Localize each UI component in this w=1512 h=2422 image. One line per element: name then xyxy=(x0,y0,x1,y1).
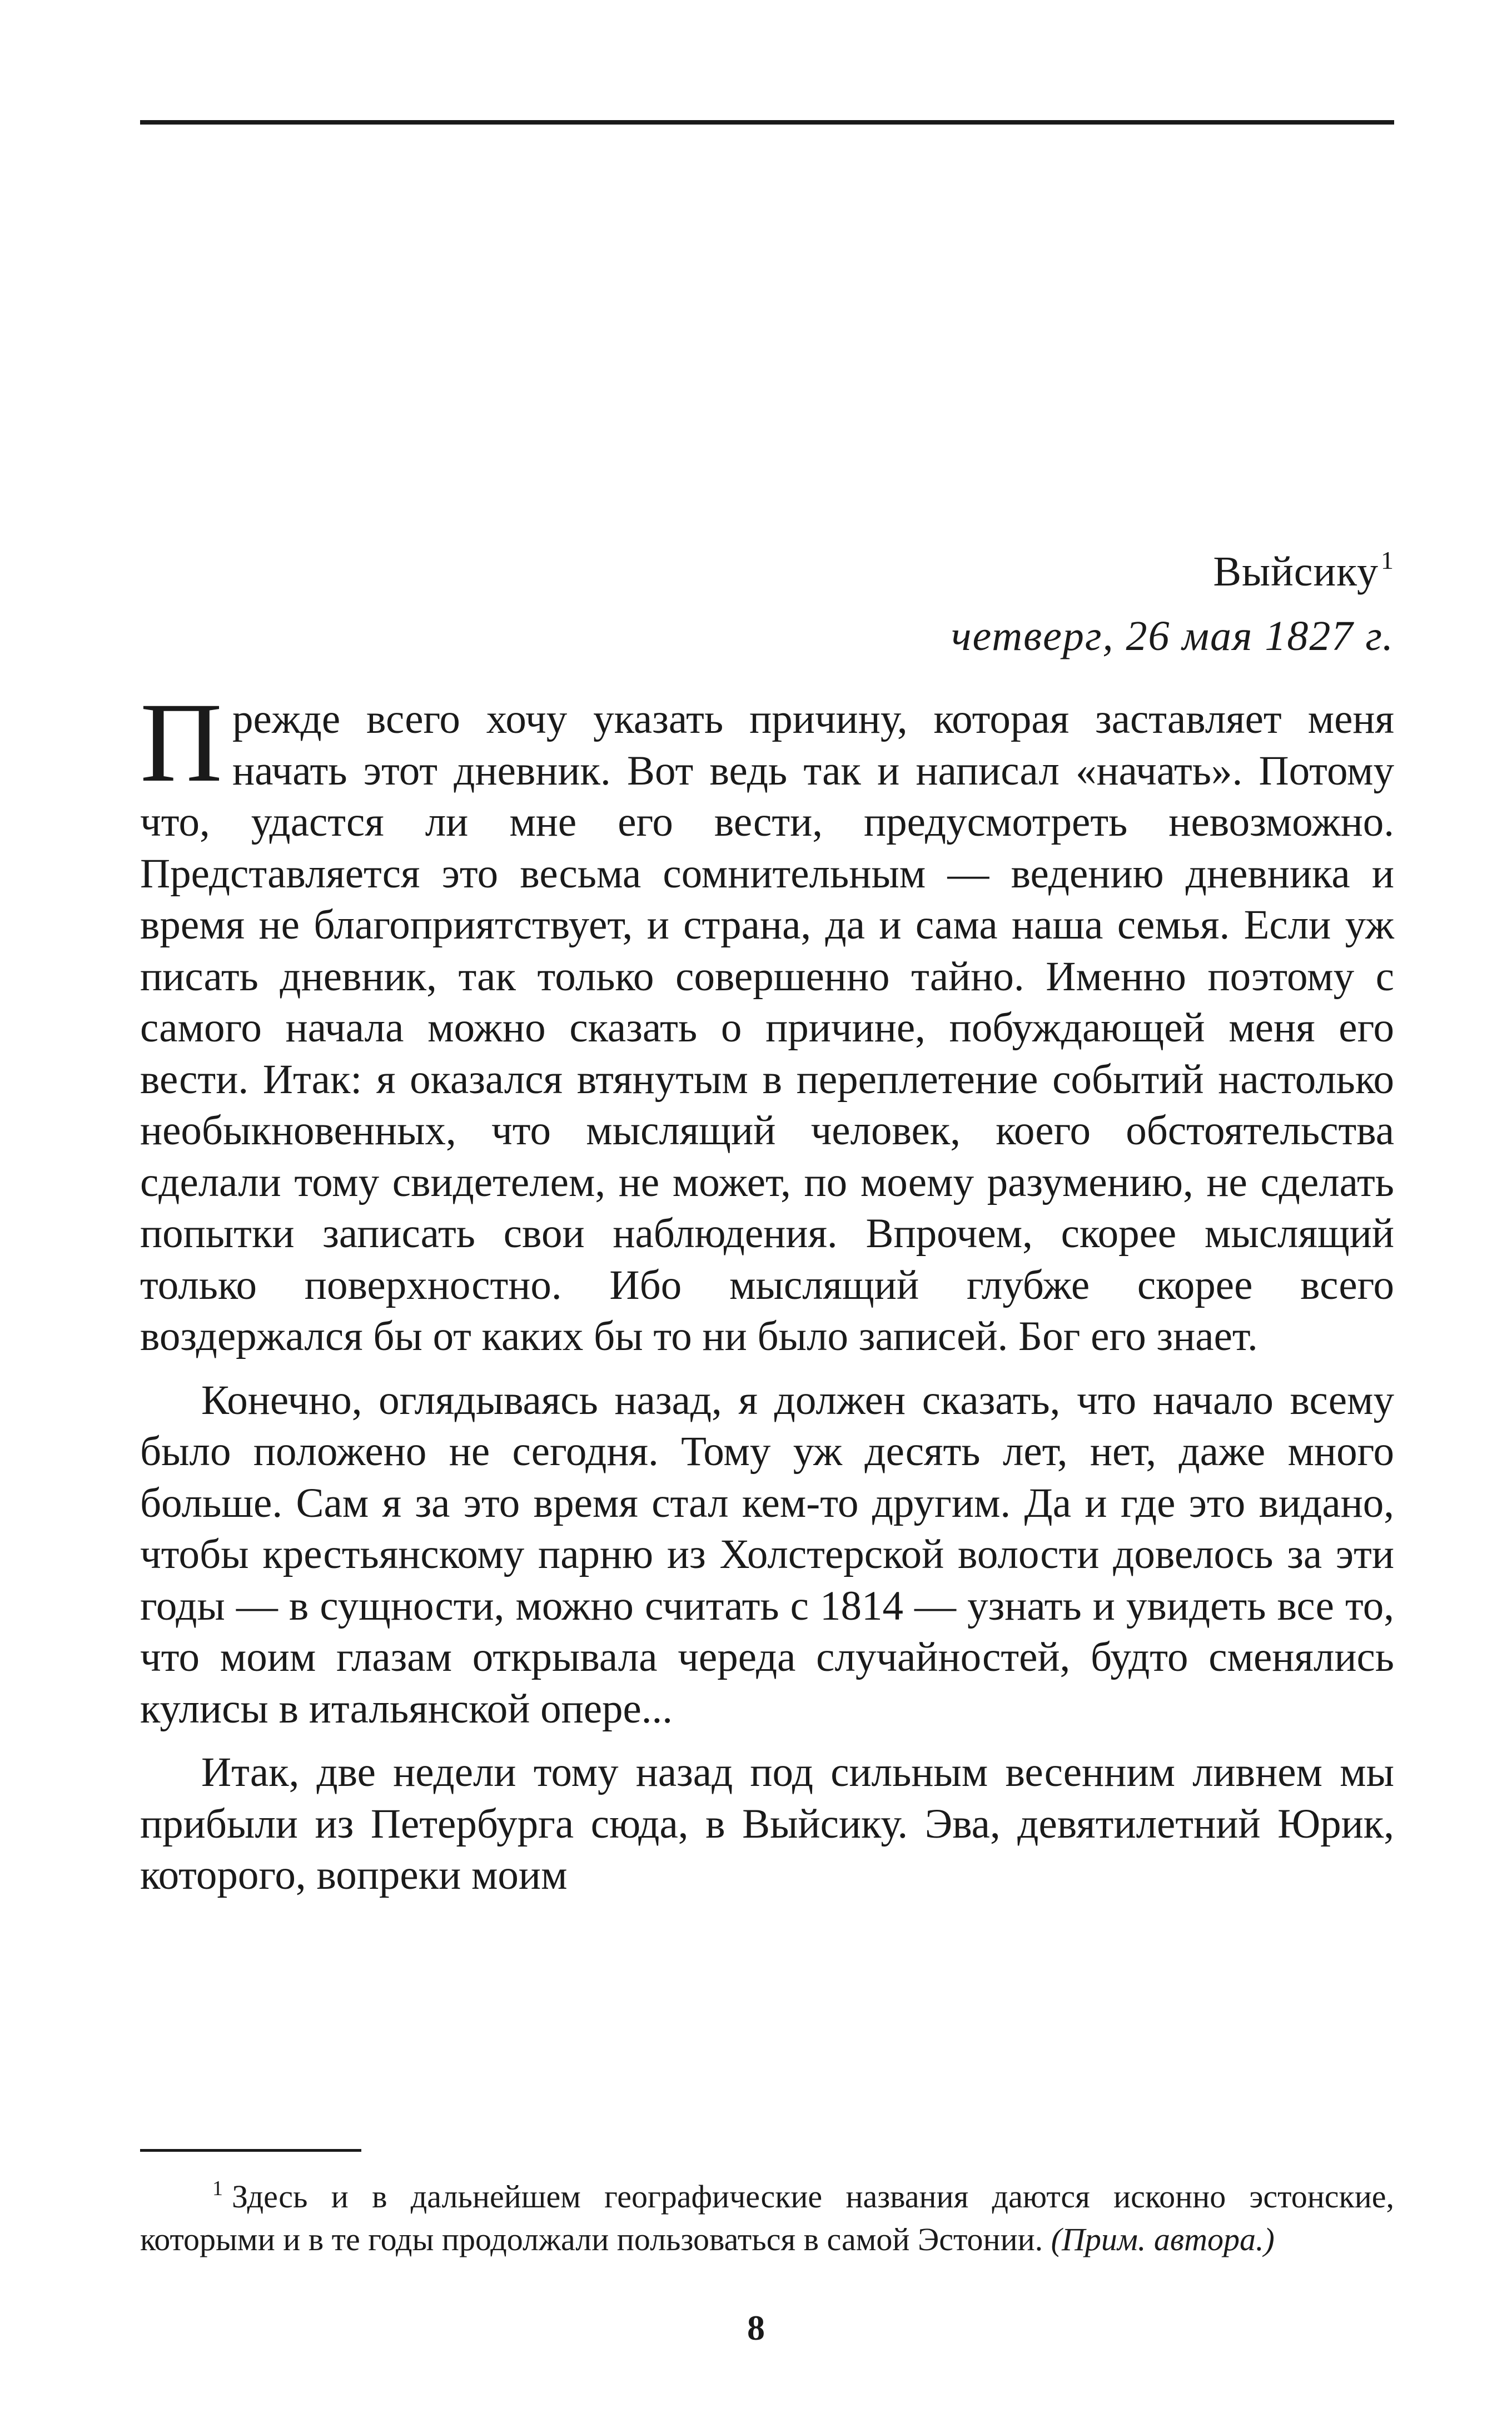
paragraph-1 xyxy=(140,679,1394,1363)
footnote-mark: 1 xyxy=(212,2177,223,2200)
drop-cap: П xyxy=(140,679,223,806)
body-text xyxy=(140,679,1394,1914)
footnote-marker: 1 xyxy=(1381,546,1394,574)
page-number: 8 xyxy=(747,2308,765,2347)
paragraph-1-text: режде всего хочу указать причину, которая заставляет меня начать этот дневник. Вот ведь так и написал «начать». Потому что, удастся ли мне его вести, предусмотреть невозможно. Представляется это весьма сомнительным — ведению дневника и время не благоприятствует, и страна, да и сама наша семья. Если уж писать дневник, так только совершенно тайно. Именно поэтому с самого начала можно сказать о причине, побуждающей меня его вести. Итак: я оказался втянутым в переплетение событий настолько необыкновенных, что мыслящий человек, коего обстоятельства сделали тому свидетелем, не может, по моему разумению, не сделать попытки записать свои наблюдения. Впрочем, скорее мыслящий только поверхностно. Ибо мыслящий глубже скорее всего воздержался бы от каких бы то ни было записей. Бог его знает. xyxy=(140,696,1394,1359)
paragraph-3: Итак, две недели тому назад под сильным весенним ливнем мы прибыли из Петербурга сюда, в Выйсику. Эва, девятилетний Юрик, которого, вопреки моим xyxy=(140,1749,1394,1898)
place-name xyxy=(951,528,1394,604)
paragraph-2: Конечно, оглядываясь назад, я должен сказать, что начало всему было положено не сегодня. Тому уж десять лет, нет, даже много больше. Сам я за это время стал кем-то другим. Да и где это видано, чтобы крестьянскому парню из Холстерской волости довелось за эти годы — в сущности, можно считать с 1814 — узнать и увидеть все то, что моим глазам открывала череда случайностей, будто сменялись кулисы в итальянской опере... xyxy=(140,1377,1394,1732)
place-name-text: Выйсику xyxy=(1213,548,1379,595)
top-rule xyxy=(140,120,1394,125)
entry-heading xyxy=(951,528,1394,668)
footnote-text: Здесь и в дальнейшем географические названия даются исконно эстонские, которыми и в те годы продолжали пользоваться в самой Эстонии. xyxy=(140,2178,1394,2257)
entry-date: четверг, 26 мая 1827 г. xyxy=(951,613,1394,659)
footnote xyxy=(140,2167,1394,2261)
footnote-rule xyxy=(140,2149,361,2152)
footnote-attribution: (Прим. автора.) xyxy=(1051,2221,1275,2257)
